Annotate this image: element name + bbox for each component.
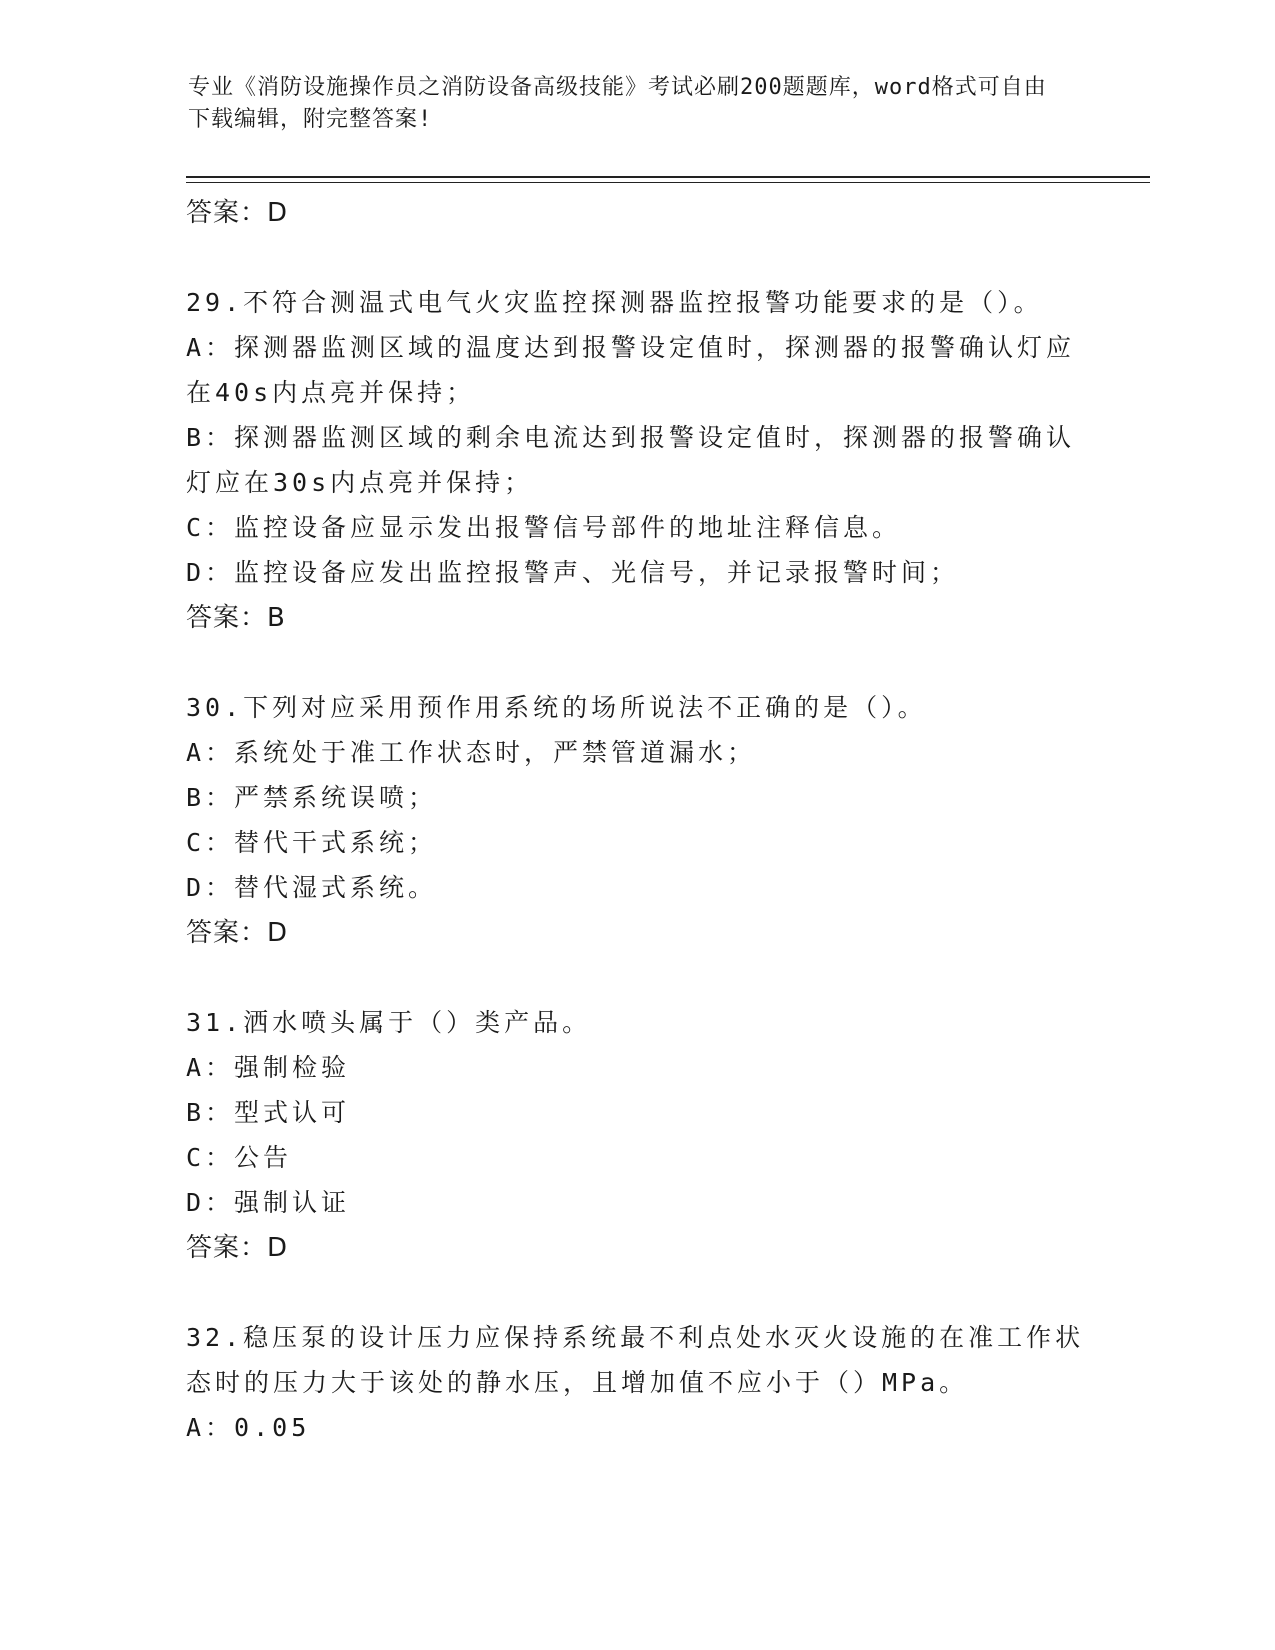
option-d: D：强制认证	[186, 1188, 351, 1217]
question-stem: 29.不符合测温式电气火灾监控探测器监控报警功能要求的是（）。	[186, 288, 1043, 317]
question-stem: 30.下列对应采用预作用系统的场所说法不正确的是（）。	[186, 693, 927, 722]
option-b: B：严禁系统误喷；	[186, 783, 438, 812]
option-b: B：探测器监测区域的剩余电流达到报警设定值时，探测器的报警确认灯应在30s内点亮并保持；	[186, 423, 1076, 497]
header-divider-thick	[186, 176, 1150, 178]
question-29	[186, 280, 1086, 641]
option-b: B：型式认可	[186, 1098, 351, 1127]
question-stem: 31.洒水喷头属于（）类产品。	[186, 1008, 592, 1037]
option-c: C：监控设备应显示发出报警信号部件的地址注释信息。	[186, 513, 902, 542]
answer: 答案：D	[186, 1233, 289, 1263]
header-divider-thin	[186, 182, 1150, 183]
question-stem: 32.稳压泵的设计压力应保持系统最不利点处水灭火设施的在准工作状态时的压力大于该处的静水压，且增加值不应小于（）MPa。	[186, 1323, 1085, 1397]
option-a: A：强制检验	[186, 1053, 351, 1082]
question-31	[186, 1000, 1086, 1271]
question-list	[186, 190, 1086, 1450]
option-c: C：替代干式系统；	[186, 828, 438, 857]
answer-previous: 答案：D	[186, 198, 289, 228]
option-a: A：0.05	[186, 1413, 311, 1442]
answer: 答案：B	[186, 603, 286, 633]
question-30	[186, 685, 1086, 956]
option-a: A：系统处于准工作状态时，严禁管道漏水；	[186, 738, 757, 767]
question-32	[186, 1315, 1086, 1450]
option-d: D：监控设备应发出监控报警声、光信号，并记录报警时间；	[186, 558, 960, 587]
option-a: A：探测器监测区域的温度达到报警设定值时，探测器的报警确认灯应在40s内点亮并保持；	[186, 333, 1076, 407]
document-header: 专业《消防设施操作员之消防设备高级技能》考试必刷200题题库，word格式可自由下载编辑，附完整答案!	[188, 75, 1047, 132]
answer: 答案：D	[186, 918, 289, 948]
option-c: C：公告	[186, 1143, 293, 1172]
option-d: D：替代湿式系统。	[186, 873, 438, 902]
